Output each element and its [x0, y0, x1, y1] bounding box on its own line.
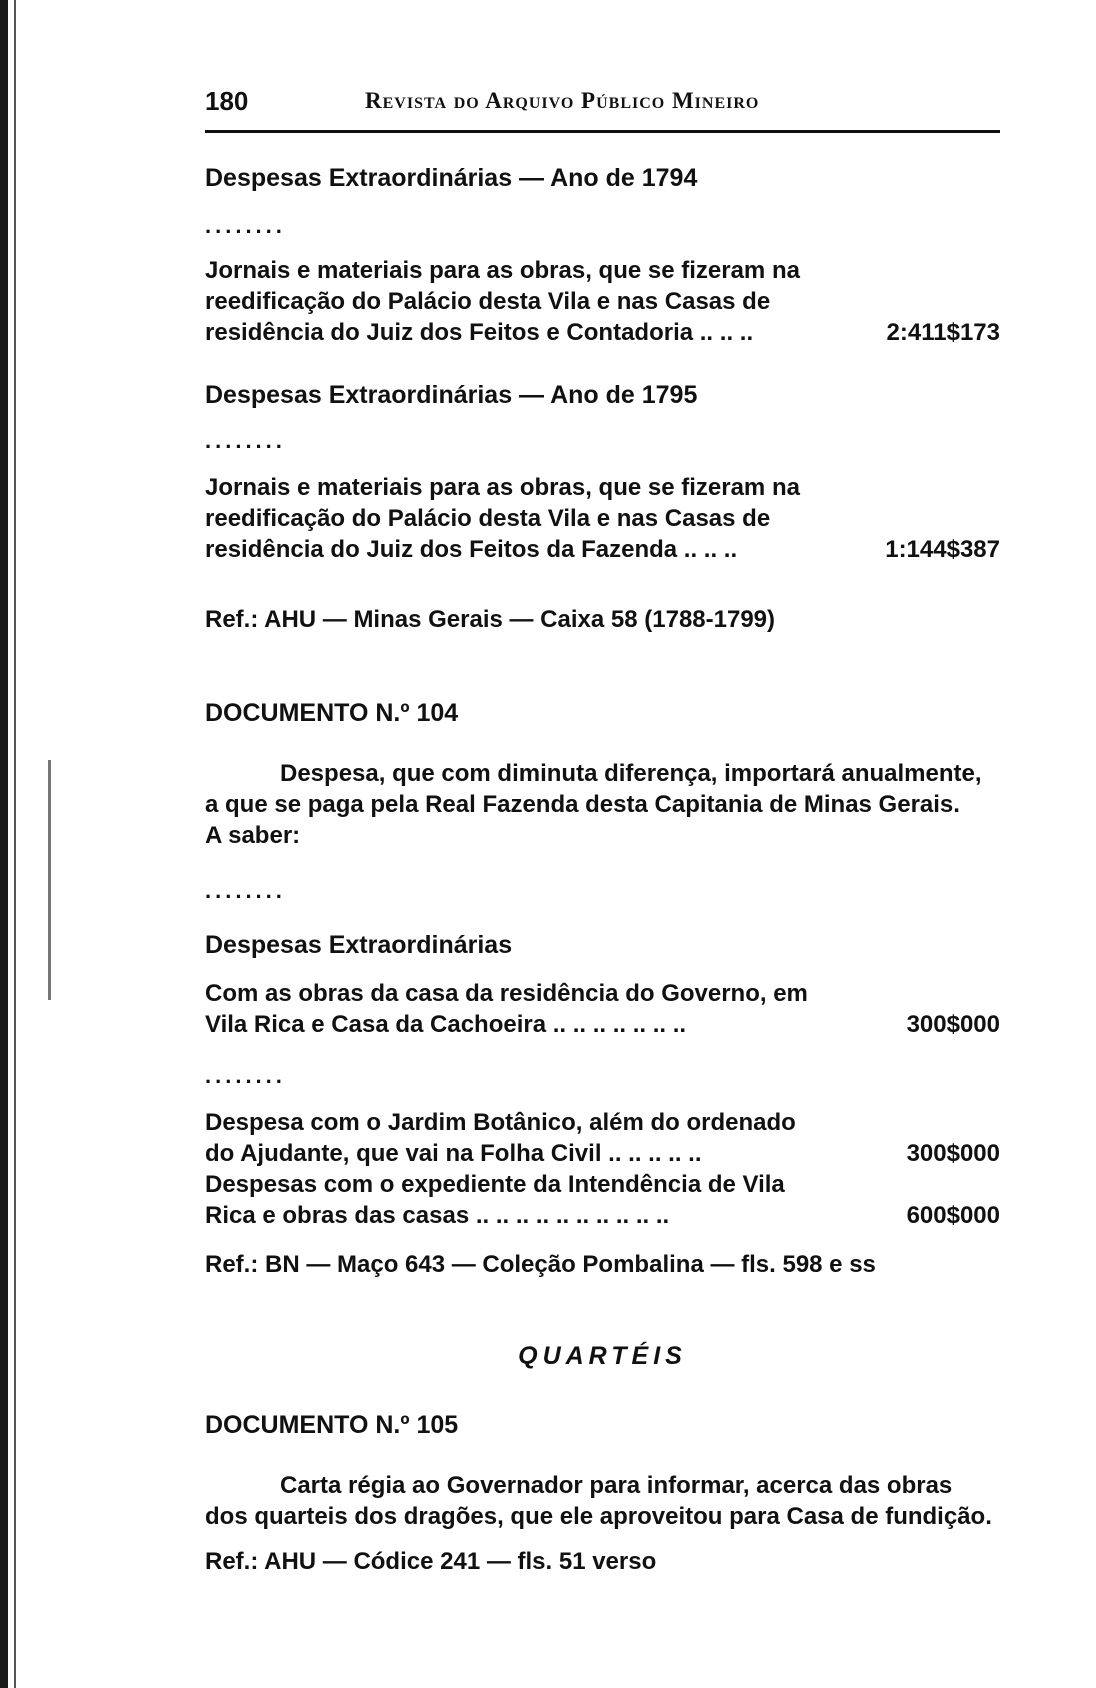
- intro-line: a que se paga pela Real Fazenda desta Capitania de Minas Gerais.: [205, 791, 960, 818]
- entry-line: residência do Juiz dos Feitos da Fazenda .. .. ..: [205, 536, 738, 563]
- amount: 300$000: [906, 1140, 1000, 1167]
- entry-line: Jornais e materiais para as obras, que se fizeram na: [205, 474, 800, 501]
- entry-line: Com as obras da casa da residência do Governo, em: [205, 980, 808, 1007]
- gutter-mark: [48, 760, 51, 1000]
- header-rule: [205, 130, 1000, 133]
- ellipsis: ........: [205, 1063, 286, 1088]
- expense-entry-1795: [205, 472, 1000, 565]
- amount: 600$000: [906, 1202, 1000, 1229]
- entry-line: residência do Juiz dos Feitos e Contadoria .. .. ..: [205, 319, 754, 346]
- heading-1795: Despesas Extraordinárias — Ano de 1795: [205, 381, 698, 409]
- expense-entry: [205, 978, 1000, 1040]
- entry-line: Despesas com o expediente da Intendência de Vila: [205, 1171, 785, 1198]
- document-intro: [205, 758, 1000, 851]
- amount: 300$000: [906, 1011, 1000, 1038]
- running-header: [205, 86, 1000, 116]
- document-text: [205, 1470, 1000, 1532]
- heading-1794: Despesas Extraordinárias — Ano de 1794: [205, 164, 698, 192]
- expense-entry: [205, 1107, 1000, 1231]
- text-line: Carta régia ao Governador para informar, acerca das obras: [280, 1472, 953, 1499]
- ellipsis: ........: [205, 878, 286, 903]
- reference: Ref.: AHU — Minas Gerais — Caixa 58 (1788-1799): [205, 606, 776, 633]
- page-number: 180: [205, 86, 249, 116]
- entry-line: Rica e obras das casas .. .. .. .. .. .. .. .. .. ..: [205, 1202, 670, 1229]
- section-title: QUARTÉIS: [518, 1342, 687, 1370]
- expense-entry-1794: [205, 255, 1000, 348]
- amount: 1:144$387: [885, 536, 1000, 563]
- reference: Ref.: AHU — Códice 241 — fls. 51 verso: [205, 1548, 657, 1575]
- scan-edge-shadow: [0, 0, 8, 1688]
- subheading: Despesas Extraordinárias: [205, 931, 513, 959]
- running-title: Revista do Arquivo Público Mineiro: [365, 88, 760, 113]
- document-title-104: DOCUMENTO N.º 104: [205, 699, 459, 727]
- entry-line: Despesa com o Jardim Botânico, além do ordenado: [205, 1109, 796, 1136]
- entry-line: Vila Rica e Casa da Cachoeira .. .. .. .. .. .. ..: [205, 1011, 687, 1038]
- intro-line: Despesa, que com diminuta diferença, importará anualmente,: [280, 760, 982, 787]
- ellipsis: ........: [205, 428, 286, 453]
- text-line: dos quarteis dos dragões, que ele aproveitou para Casa de fundição.: [205, 1503, 992, 1530]
- amount: 2:411$173: [886, 319, 1000, 346]
- entry-line: do Ajudante, que vai na Folha Civil .. .. .. .. ..: [205, 1140, 702, 1167]
- entry-line: Jornais e materiais para as obras, que se fizeram na: [205, 257, 800, 284]
- intro-line: A saber:: [205, 822, 301, 849]
- ellipsis: ........: [205, 213, 286, 238]
- reference: Ref.: BN — Maço 643 — Coleção Pombalina — fls. 598 e ss: [205, 1251, 876, 1278]
- entry-line: reedificação do Palácio desta Vila e nas Casas de: [205, 288, 771, 315]
- document-title-105: DOCUMENTO N.º 105: [205, 1411, 459, 1439]
- entry-line: reedificação do Palácio desta Vila e nas Casas de: [205, 505, 771, 532]
- scan-edge-line: [14, 0, 16, 1688]
